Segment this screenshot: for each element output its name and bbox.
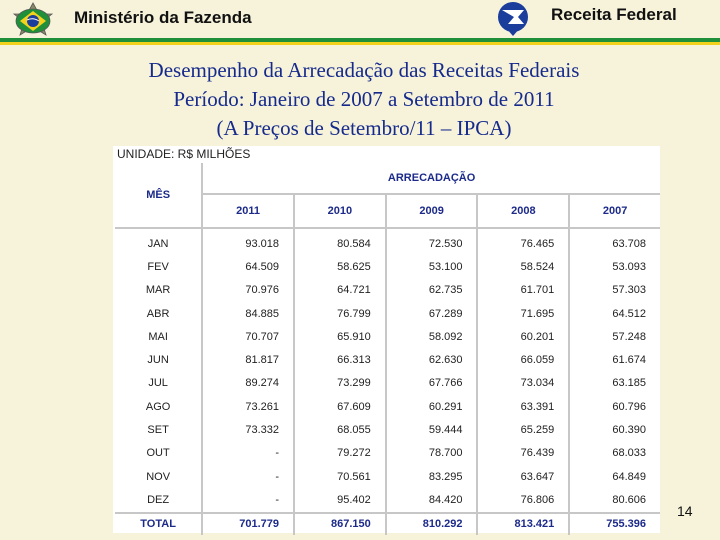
table-row — [115, 372, 660, 395]
month-cell: FEV — [115, 255, 202, 278]
arrecadacao-group-header: ARRECADAÇÃO — [202, 163, 660, 194]
value-cell: 70.976 — [202, 279, 294, 302]
year-header-2007: 2007 — [569, 194, 660, 228]
table-row — [115, 279, 660, 302]
page-number: 14 — [677, 503, 693, 519]
value-cell: 58.524 — [477, 255, 569, 278]
slide-title — [0, 56, 720, 143]
year-header-2011: 2011 — [202, 194, 294, 228]
value-cell: 64.509 — [202, 255, 294, 278]
table-row — [115, 302, 660, 325]
value-cell: 60.390 — [612, 424, 646, 437]
value-cell: 63.647 — [477, 465, 569, 488]
revenue-table — [115, 163, 660, 535]
value-cell: 76.439 — [477, 442, 569, 465]
receita-federal-logo-icon — [488, 0, 538, 40]
year-header-2009: 2009 — [386, 194, 478, 228]
month-cell: DEZ — [115, 488, 202, 512]
value-cell: 73.332 — [202, 418, 294, 441]
value-cell: 61.701 — [477, 279, 569, 302]
value-cell: 66.059 — [477, 348, 569, 371]
value-cell: 58.092 — [386, 325, 478, 348]
table-row — [115, 348, 660, 371]
table-row — [115, 488, 660, 512]
value-cell: 63.391 — [477, 395, 569, 418]
table-row — [115, 395, 660, 418]
month-cell: JAN — [115, 232, 202, 255]
total-value-cell: 813.421 — [477, 513, 569, 535]
month-cell: NOV — [115, 465, 202, 488]
title-line-2: Período: Janeiro de 2007 a Setembro de 2011 — [173, 87, 555, 111]
value-cell: 62.630 — [386, 348, 478, 371]
header-yellow-stripe — [0, 42, 720, 45]
table-row — [115, 442, 660, 465]
title-line-3: (A Preços de Setembro/11 – IPCA) — [216, 116, 512, 140]
value-cell: 68.055 — [294, 418, 386, 441]
value-cell: 76.806 — [477, 488, 569, 512]
value-cell: 84.885 — [202, 302, 294, 325]
value-cell: 76.799 — [294, 302, 386, 325]
value-cell: 67.289 — [386, 302, 478, 325]
year-header-2008: 2008 — [477, 194, 569, 228]
month-cell: ABR — [115, 302, 202, 325]
total-value-cell: 810.292 — [386, 513, 478, 535]
table-row — [115, 418, 660, 441]
month-column-header: MÊS — [115, 163, 202, 228]
month-cell: OUT — [115, 442, 202, 465]
table-row — [115, 325, 660, 348]
value-cell: 95.402 — [294, 488, 386, 512]
month-cell: AGO — [115, 395, 202, 418]
value-cell: 79.272 — [294, 442, 386, 465]
value-cell: 58.625 — [294, 255, 386, 278]
value-cell: 73.261 — [202, 395, 294, 418]
value-cell: - — [202, 442, 294, 465]
value-cell: 80.584 — [294, 232, 386, 255]
value-cell: 63.185 — [612, 377, 646, 390]
value-cell: 61.674 — [612, 354, 646, 367]
value-cell: 76.465 — [477, 232, 569, 255]
value-cell: 68.033 — [612, 447, 646, 460]
value-cell: 60.201 — [477, 325, 569, 348]
brazil-coat-of-arms-icon — [6, 2, 60, 40]
value-cell: 93.018 — [202, 232, 294, 255]
table-row — [115, 255, 660, 278]
value-cell: 71.695 — [477, 302, 569, 325]
month-cell: JUN — [115, 348, 202, 371]
total-value-cell: 755.396 — [569, 513, 660, 535]
value-cell: 65.259 — [477, 418, 569, 441]
total-value-cell: 867.150 — [294, 513, 386, 535]
table-row — [115, 232, 660, 255]
total-row — [115, 513, 660, 535]
value-cell: 67.609 — [294, 395, 386, 418]
value-cell: 73.299 — [294, 372, 386, 395]
value-cell: 73.034 — [477, 372, 569, 395]
value-cell: 66.313 — [294, 348, 386, 371]
month-cell: JUL — [115, 372, 202, 395]
table-row — [115, 465, 660, 488]
value-cell: 70.707 — [202, 325, 294, 348]
agency-name: Receita Federal — [551, 5, 677, 24]
year-header-2010: 2010 — [294, 194, 386, 228]
value-cell: 53.093 — [612, 260, 646, 273]
value-cell: 65.910 — [294, 325, 386, 348]
title-line-1: Desempenho da Arrecadação das Receitas Federais — [148, 58, 580, 82]
value-cell: 81.817 — [202, 348, 294, 371]
ministry-name: Ministério da Fazenda — [74, 8, 252, 27]
value-cell: - — [202, 465, 294, 488]
value-cell: 53.100 — [386, 255, 478, 278]
total-value-cell: 701.779 — [202, 513, 294, 535]
value-cell: 78.700 — [386, 442, 478, 465]
value-cell: 57.303 — [612, 284, 646, 297]
month-cell: MAR — [115, 279, 202, 302]
value-cell: 67.766 — [386, 372, 478, 395]
value-cell: 63.708 — [612, 237, 646, 250]
value-cell: 89.274 — [202, 372, 294, 395]
value-cell: 83.295 — [386, 465, 478, 488]
value-cell: 84.420 — [386, 488, 478, 512]
value-cell: 59.444 — [386, 418, 478, 441]
month-cell: SET — [115, 418, 202, 441]
total-label: TOTAL — [115, 513, 202, 535]
slide-header — [0, 0, 720, 46]
month-cell: MAI — [115, 325, 202, 348]
value-cell: 60.796 — [612, 400, 646, 413]
unit-label: UNIDADE: R$ MILHÕES — [117, 147, 251, 161]
value-cell: - — [202, 488, 294, 512]
value-cell: 72.530 — [386, 232, 478, 255]
value-cell: 62.735 — [386, 279, 478, 302]
value-cell: 64.512 — [612, 307, 646, 320]
value-cell: 64.849 — [612, 470, 646, 483]
value-cell: 64.721 — [294, 279, 386, 302]
value-cell: 70.561 — [294, 465, 386, 488]
value-cell: 60.291 — [386, 395, 478, 418]
value-cell: 57.248 — [612, 330, 646, 343]
value-cell: 80.606 — [612, 493, 646, 506]
